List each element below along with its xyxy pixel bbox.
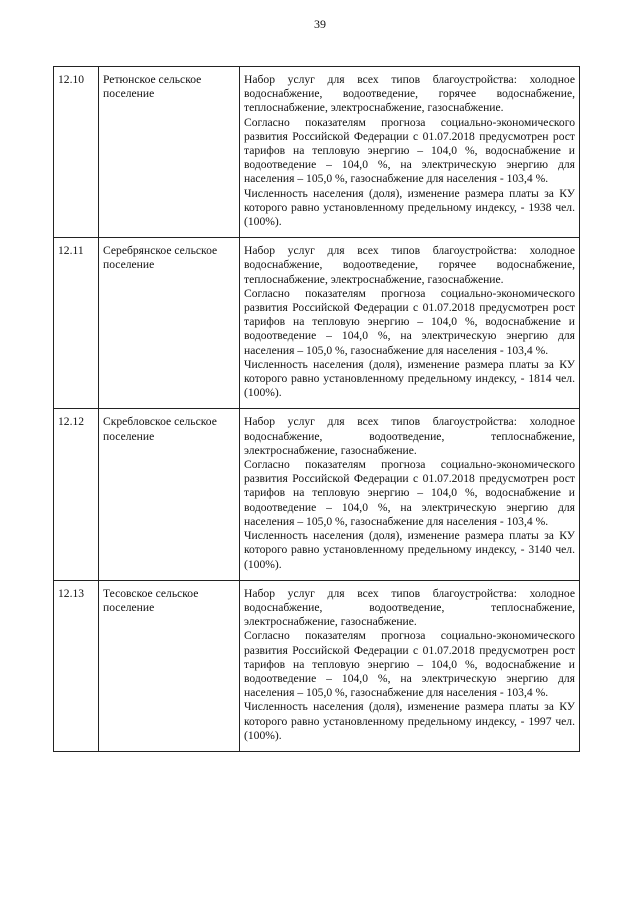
settlement-name: Серебрянское сельское поселение xyxy=(99,238,240,409)
tariff-forecast-text: Согласно показателям прогноза социально-экономического развития Российской Федерации с 01.07.2018 предусмотрен рост тарифов на тепловую энергию – 104,0 %, водоснабжение и водоотведение – 104,0 %, на электрическую энергию для населения – 105,0 %, газоснабжение для населения - 103,4 %. xyxy=(244,286,575,357)
population-text: Численность населения (доля), изменение размера платы за КУ которого равно установленному предельному индексу, - 1938 чел. (100%). xyxy=(244,186,575,229)
row-number: 12.10 xyxy=(54,67,99,238)
settlements-table xyxy=(53,66,580,752)
settlement-name: Тесовское сельское поселение xyxy=(99,580,240,751)
settlement-description xyxy=(240,580,580,751)
tariff-forecast-text: Согласно показателям прогноза социально-экономического развития Российской Федерации с 01.07.2018 предусмотрен рост тарифов на тепловую энергию – 104,0 %, водоснабжение и водоотведение – 104,0 %, на электрическую энергию для населения – 105,0 %, газоснабжение для населения - 103,4 %. xyxy=(244,629,575,700)
settlement-description xyxy=(240,409,580,580)
row-number: 12.13 xyxy=(54,580,99,751)
table-row xyxy=(54,238,580,409)
settlement-description xyxy=(240,67,580,238)
population-text: Численность населения (доля), изменение размера платы за КУ которого равно установленному предельному индексу, - 3140 чел. (100%). xyxy=(244,529,575,571)
table-row xyxy=(54,67,580,238)
settlement-name: Ретюнское сельское поселение xyxy=(99,67,240,238)
population-text: Численность населения (доля), изменение размера платы за КУ которого равно установленному предельному индексу, - 1814 чел. (100%). xyxy=(244,357,575,400)
services-text: Набор услуг для всех типов благоустройства: холодное водоснабжение, водоотведение, горячее водоснабжение, теплоснабжение, электроснабжение, газоснабжение. xyxy=(244,244,575,286)
tariff-forecast-text: Согласно показателям прогноза социально-экономического развития Российской Федерации с 01.07.2018 предусмотрен рост тарифов на тепловую энергию – 104,0 %, водоснабжение и водоотведение – 104,0 %, на электрическую энергию для населения – 105,0 %, газоснабжение для населения - 103,4 %. xyxy=(244,115,575,186)
settlement-description xyxy=(240,238,580,409)
tariff-forecast-text: Согласно показателям прогноза социально-экономического развития Российской Федерации с 01.07.2018 предусмотрен рост тарифов на тепловую энергию – 104,0 %, водоснабжение и водоотведение – 104,0 %, на электрическую энергию для населения – 105,0 %, газоснабжение для населения - 103,4 %. xyxy=(244,458,575,528)
settlement-name: Скребловское сельское поселение xyxy=(99,409,240,580)
row-number: 12.12 xyxy=(54,409,99,580)
page-number: 39 xyxy=(314,17,326,31)
population-text: Численность населения (доля), изменение размера платы за КУ которого равно установленному предельному индексу, - 1997 чел. (100%). xyxy=(244,700,575,742)
row-number: 12.11 xyxy=(54,238,99,409)
table-row xyxy=(54,409,580,580)
services-text: Набор услуг для всех типов благоустройства: холодное водоснабжение, водоотведение, горячее водоснабжение, теплоснабжение, электроснабжение, газоснабжение. xyxy=(244,73,575,115)
table-row xyxy=(54,580,580,751)
services-text: Набор услуг для всех типов благоустройства: холодное водоснабжение, водоотведение, теплоснабжение, электроснабжение, газоснабжение. xyxy=(244,586,575,629)
services-text: Набор услуг для всех типов благоустройства: холодное водоснабжение, водоотведение, теплоснабжение, электроснабжение, газоснабжение. xyxy=(244,415,575,457)
